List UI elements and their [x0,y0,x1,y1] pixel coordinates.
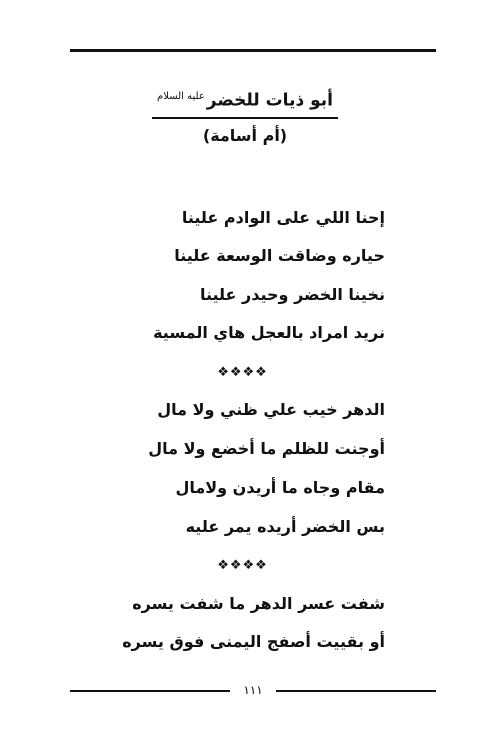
poem-title-text: أبو ذيات للخضر [206,90,333,111]
verse-line: شفت عسر الدهر ما شفت يسره [132,594,385,613]
verse-line: بس الخضر أريده يمر عليه [185,517,385,536]
verse-line: أو بقييت أصفج اليمنى فوق يسره [122,632,385,651]
verse-line: الدهر خيب علي ظني ولا مال [157,400,385,419]
title-underline [152,117,338,119]
verse-line: أوجنت للظلم ما أخضع ولا مال [148,439,385,458]
poem-title [150,84,340,114]
poem-subtitle: (أم أسامة) [202,126,288,145]
stanza-divider: ❖❖❖❖ [217,558,268,573]
honorific-glyph: عليه السلام [157,91,205,102]
poem-title-block [150,84,340,114]
stanza-divider: ❖❖❖❖ [217,365,268,380]
top-rule [70,49,436,52]
verse-line: حياره وضاقت الوسعة علينا [174,246,385,265]
verse-line: نريد امراد بالعجل هاي المسية [153,323,385,342]
page-number: ١١١ [243,683,263,697]
verse-line: مقام وجاه ما أريدن ولامال [175,478,385,497]
footer-rule-right [276,690,436,692]
verse-line: إحنا اللي على الوادم علينا [181,208,385,227]
footer-rule-left [70,690,230,692]
verse-line: نخينا الخضر وحيدر علينا [199,285,385,304]
